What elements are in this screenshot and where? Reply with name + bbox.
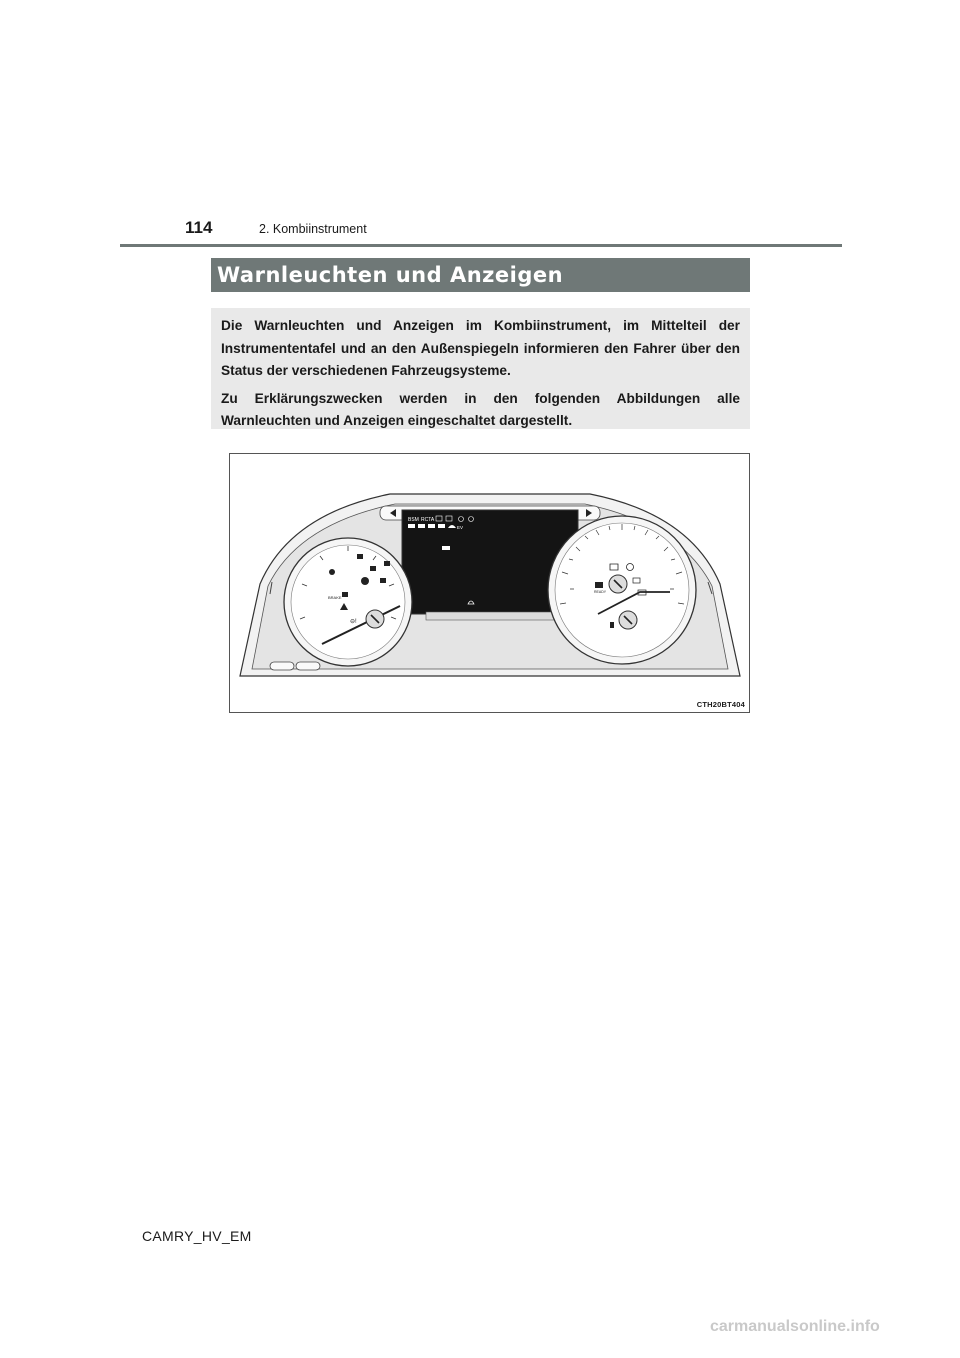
ev-label: EV [457,525,464,530]
brake-label: BRAKE [328,595,342,600]
chapter-title: 2. Kombiinstrument [259,222,367,236]
intro-paragraph-2: Zu Erklärungszwecken werden in den folgenden Abbildungen alle Warnleuchten und Anzeigen eingeschaltet dargestellt. [221,390,740,428]
footer-model-code: CAMRY_HV_EM [142,1228,252,1244]
section-title-bar [211,258,750,292]
bsm-label: BSM [408,517,419,523]
header-rule [120,244,842,247]
intro-paragraph-1: Die Warnleuchten und Anzeigen im Kombiinstrument, im Mittelteil der Instrumententafel und an den Außenspiegeln informieren den Fahrer über den Status der verschiedenen Fahrzeugsysteme. [221,318,740,378]
section-title: Warnleuchten und Anzeigen [217,263,564,287]
watermark: carmanualsonline.info [710,1318,880,1335]
intro-box [211,308,750,429]
seatbelt-icon [329,569,335,575]
instrument-cluster-illustration [230,454,749,712]
fuel-icon [610,622,614,628]
figure-code: CTH20BT404 [696,700,745,709]
svg-text:⊖!: ⊖! [350,619,357,625]
ready-label: READY [594,590,607,594]
instrument-cluster-figure [229,453,750,713]
page-number: 114 [185,218,213,237]
rcta-label: RCTA [421,517,435,523]
